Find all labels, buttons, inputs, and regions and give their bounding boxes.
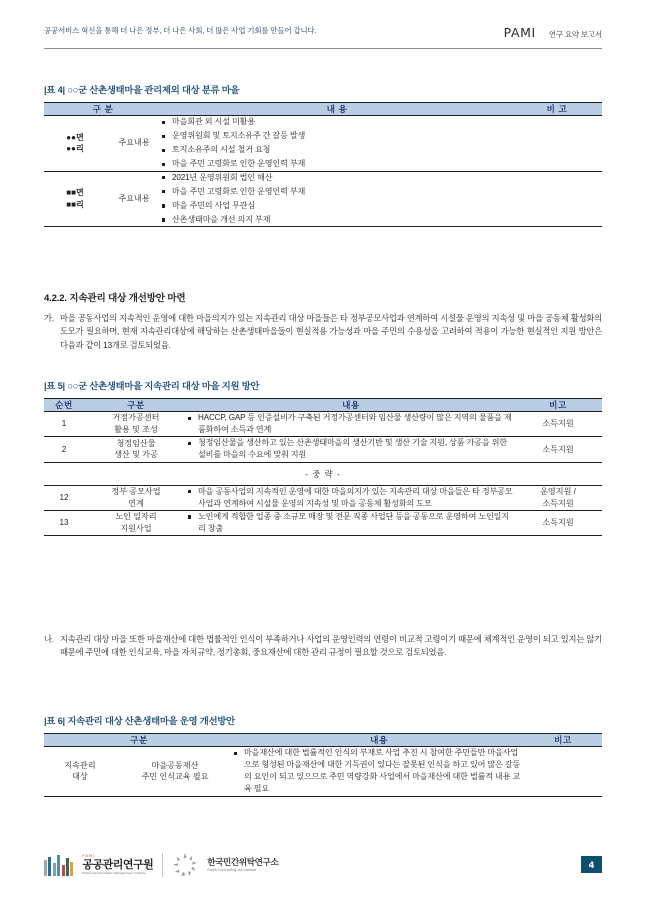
- category-line-1: 정부 공모사업: [111, 486, 161, 496]
- table4-r2-content: [162, 171, 512, 227]
- footer-logos: [44, 852, 278, 878]
- pami-korean-name: 공공관리연구원: [82, 858, 154, 871]
- table4-col-gubun: 구 분: [44, 103, 162, 116]
- table4-r1-note: [512, 116, 602, 172]
- table5-col-bigo: 비고: [514, 399, 602, 412]
- bullet-list: [188, 437, 514, 461]
- table5-r12-no: 12: [44, 486, 84, 511]
- category-line-1: 청정임산물: [116, 438, 156, 448]
- running-header: [44, 25, 602, 49]
- table5-r12-category: [84, 486, 188, 511]
- table5-r12-note: [514, 486, 602, 511]
- table6-subject: [116, 747, 234, 797]
- table4-r2-label: 주요내용: [106, 171, 162, 227]
- table5-r2-no: 2: [44, 437, 84, 462]
- table4-r1-label: 주요내용: [106, 116, 162, 172]
- list-item: 마을 주민의 사업 무관심: [162, 200, 512, 212]
- table5-r1-no: 1: [44, 412, 84, 437]
- table5-r2-note: 소득지원: [514, 437, 602, 462]
- bullet-list: [188, 511, 514, 535]
- table5: [44, 398, 602, 463]
- starburst-icon: [172, 852, 198, 878]
- table6-block: [44, 713, 602, 797]
- paragraph-b-marker: 나.: [44, 634, 54, 644]
- header-right-group: [504, 25, 602, 40]
- list-item: 마을회관 외 시설 미활용: [162, 116, 512, 128]
- table-row: [44, 437, 602, 462]
- note-line-2: 소득지원: [542, 498, 574, 508]
- target-line-2: 대상: [72, 772, 88, 782]
- table4-col-naeyong: 내 용: [162, 103, 512, 116]
- list-item: 마을 주민 고령화로 인한 운영인력 부재: [162, 186, 512, 198]
- table5-r1-note: 소득지원: [514, 412, 602, 437]
- bullet-list: [162, 116, 512, 171]
- list-item: HACCP, GAP 등 인증설비가 구축된 거정가공센터와 임산물 생산량이 많은 지역의 물품을 제품화하여 소득과 연계: [188, 412, 514, 436]
- table5-block: [44, 378, 602, 536]
- list-item: 마을 주민 고령화로 인한 운영인력 부재: [162, 158, 512, 170]
- bullet-list: [188, 486, 514, 510]
- table6: [44, 733, 602, 797]
- table-row: [44, 486, 602, 511]
- table-row: [44, 510, 602, 535]
- table6-caption: |표 6| 지속관리 대상 산촌생태마을 운영 개선방안: [44, 716, 235, 726]
- pami-english-name: Public Administration Management Institute: [82, 871, 146, 875]
- table6-col-naeyong: 내용: [234, 734, 524, 747]
- table4-r1-content: [162, 116, 512, 172]
- list-item: 토지소유주의 시설 철거 요청: [162, 144, 512, 156]
- village-line-1: ●●면: [66, 132, 84, 142]
- paragraph-b-text: 지속관리 대상 마을 또한 마을재산에 대한 법률적인 인식이 부족하거나 사업의 운영인력의 연령이 비교적 고령이기 때문에 체계적인 운영이 되고 있지는 않기 때문에 주민에 대한 인식교육, 마을 자치규약, 정기총회, 중요재산에 대한 관리 규정이 필요할 것으로 검토되었음.: [60, 634, 602, 658]
- category-line-2: 활용 및 조성: [114, 425, 158, 435]
- list-item: 운영위원회 및 토지소유주 간 갈등 발생: [162, 130, 512, 142]
- table5-r2-category: [84, 437, 188, 462]
- table5-caption: |표 5| ○○군 산촌생태마을 지속관리 대상 마을 지원 방안: [44, 381, 260, 391]
- table4-r1-village: [44, 116, 106, 172]
- village-line-1: ■■면: [66, 188, 84, 198]
- subject-line-1: 마을공동재산: [151, 760, 199, 770]
- page-number-badge: 4: [581, 856, 602, 873]
- list-item: 노인에게 적합한 업종 중 소규모 매장 및 전문 직종 사업단 등을 공동으로 운영하여 노인일지리 창출: [188, 511, 514, 535]
- paragraph-b: [44, 633, 602, 660]
- list-item: 2021년 운영위원회 법인 해산: [162, 172, 512, 184]
- table-row: [44, 747, 602, 797]
- note-line-1: 운영지원 /: [540, 486, 576, 496]
- table6-col-gubun: 구분: [44, 734, 234, 747]
- brand-name: PAMI: [503, 25, 536, 40]
- table5-col-gubun: 구분: [84, 399, 188, 412]
- table5-col-sunbeon: 순번: [44, 399, 84, 412]
- pami-bars-icon: [44, 854, 73, 876]
- table4-r2-note: [512, 171, 602, 227]
- table4: [44, 102, 602, 227]
- list-item: 마을재산에 대한 법률적인 인식의 부재로 사업 추진 시 참여한 주민들만 마을사업으로 형성된 마을재산에 대한 기득권이 있다는 잘못된 인식을 하고 있어 많은 갈등의 요인이 되고 있으므로 주민 역량강화 사업에서 마을재산에 대한 법률적 내용 교육 필요: [234, 747, 524, 796]
- list-item: 청정임산물을 생산하고 있는 산촌생태마을의 생산기반 및 생산 기술 지원, 상품 가공을 위한 설비를 마을의 수요에 맞춰 지원: [188, 437, 514, 461]
- table-row: [44, 171, 602, 227]
- category-line-1: 노인 일자리: [115, 512, 157, 522]
- section-heading-block: [44, 290, 602, 304]
- bullet-list: [162, 172, 512, 227]
- list-item: 산촌생태마을 개선 의지 부재: [162, 214, 512, 226]
- pami-wordmark: [82, 855, 153, 875]
- table6-content: [234, 747, 524, 797]
- table-row: [44, 116, 602, 172]
- table5-r12-content: [188, 486, 514, 511]
- table5-r2-content: [188, 437, 514, 462]
- document-type-label: 연구 요약 보고서: [548, 30, 602, 39]
- bullet-list: [188, 412, 514, 436]
- list-item: 마을 공동사업의 지속적인 운영에 대한 마을의지가 있는 지속관리 대상 마을들은 타 정부공모사업과 연계하여 시설물 운영의 지속성 및 마을 공동체 활성화의 도모: [188, 486, 514, 510]
- table5-r1-category: [84, 412, 188, 437]
- pami-acronym: PAMI: [82, 853, 96, 858]
- subject-line-2: 주민 인식교육 필요: [141, 772, 209, 782]
- kcoi-wordmark: [207, 858, 278, 872]
- table5-r13-note: 소득지원: [514, 510, 602, 535]
- table4-r2-village: [44, 171, 106, 227]
- header-tagline: 공공서비스 혁신을 통해 더 나은 정부, 더 나은 사회, 더 많은 사업 기회를 만들어 갑니다.: [44, 26, 317, 35]
- category-line-2: 지원사업: [120, 523, 152, 533]
- table5-omitted-separator: - 중 략 -: [44, 463, 602, 486]
- logo-divider: [162, 853, 163, 877]
- category-line-1: 거점가공센터: [112, 413, 160, 423]
- table6-col-bigo: 비고: [524, 734, 602, 747]
- category-line-2: 연계: [128, 498, 144, 508]
- page-title: 4.2.2. 지속관리 대상 개선방안 마련: [44, 293, 186, 304]
- village-line-2: ●●리: [66, 144, 84, 154]
- category-line-2: 생산 및 가공: [114, 450, 158, 460]
- table-row: [44, 412, 602, 437]
- table4-caption: |표 4| ○○군 산촌생태마을 관리제외 대상 분류 마을: [44, 85, 240, 95]
- paragraph-a-text: 마을 공동사업의 지속적인 운영에 대한 마을의지가 있는 지속관리 대상 마을들은 타 정부공모사업과 연계하여 시설물 운영의 지속성 및 마을 공동체 활성화의 도모가 필요하며, 현재 지속관리대상에 해당하는 산촌생태마을들이 현실적용 가능성과 마을 주민의 수용성을 고려하여 적용이 가능한 현실적인 지원 방안은 다음과 같이 13개로 검토되었음.: [60, 313, 602, 350]
- paragraph-a-marker: 가.: [44, 313, 54, 323]
- kcoi-english-name: Korea Contracting-out Institute: [207, 867, 257, 872]
- page-footer: [44, 852, 602, 888]
- table6-target: [44, 747, 116, 797]
- table4-col-bigo: 비 고: [512, 103, 602, 116]
- village-line-2: ■■리: [66, 199, 84, 209]
- target-line-1: 지속관리: [64, 760, 96, 770]
- table5-continued: [44, 486, 602, 537]
- table6-header-row: [44, 734, 602, 747]
- table4-header-row: [44, 103, 602, 116]
- table5-col-naeyong: 내용: [188, 399, 514, 412]
- paragraph-a: [44, 312, 602, 352]
- table5-header-row: [44, 399, 602, 412]
- table5-r13-category: [84, 510, 188, 535]
- table5-r13-content: [188, 510, 514, 535]
- table6-note: [524, 747, 602, 797]
- kcoi-korean-name: 한국민간위탁연구소: [207, 857, 279, 867]
- bullet-list: [234, 747, 524, 796]
- table5-r1-content: [188, 412, 514, 437]
- table4-block: [44, 82, 602, 227]
- table5-r13-no: 13: [44, 510, 84, 535]
